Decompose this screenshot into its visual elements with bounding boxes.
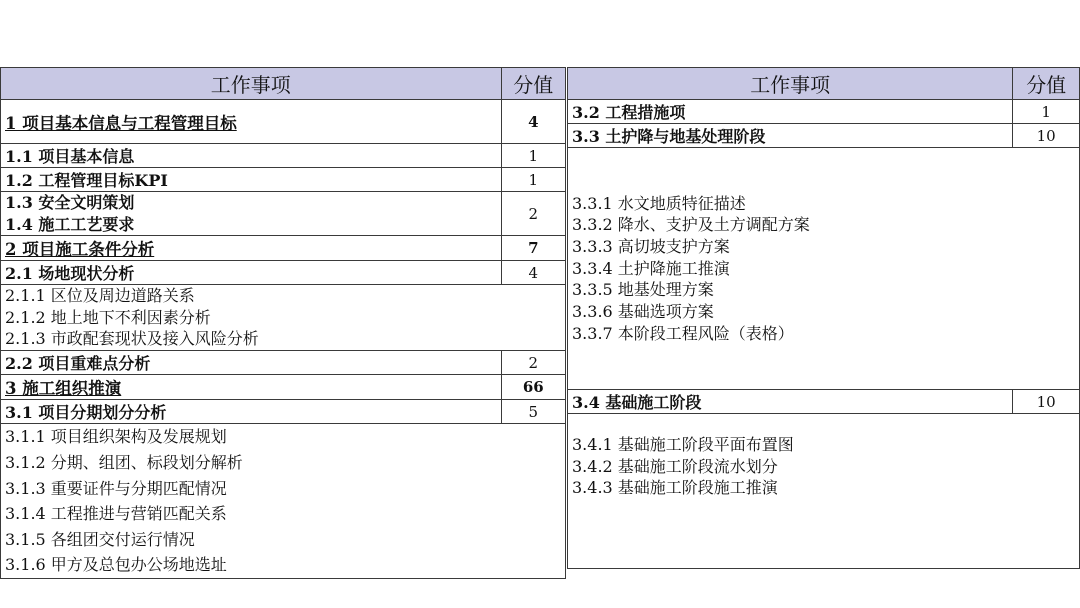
table-row	[1, 351, 566, 375]
table-header-row	[568, 68, 1080, 100]
section-1-1-score: 1	[501, 144, 565, 168]
table-row	[1, 168, 566, 192]
left-score-table	[0, 67, 566, 579]
table-row	[1, 236, 566, 261]
list-item: 3.1.5 各组团交付运行情况	[5, 529, 195, 549]
list-item: 3.4.1 基础施工阶段平面布置图	[572, 435, 794, 454]
right-score-table	[567, 67, 1080, 569]
section-3-3-items	[568, 148, 1080, 390]
table-row	[1, 261, 566, 285]
section-3-3-label: 3.3 土护降与地基处理阶段	[568, 124, 1013, 148]
list-item: 3.3.7 本阶段工程风险（表格）	[572, 323, 794, 343]
section-1-2-score: 1	[501, 168, 565, 192]
section-2-1-items	[1, 285, 566, 351]
table-row	[568, 414, 1080, 569]
section-2-score: 7	[501, 236, 565, 261]
section-3-3-score: 10	[1013, 124, 1080, 148]
table-row	[568, 148, 1080, 390]
section-2-2-label: 2.2 项目重难点分析	[1, 351, 502, 375]
list-item: 3.3.6 基础选项方案	[572, 302, 714, 322]
table-row	[568, 124, 1080, 148]
section-3-1-items	[1, 424, 566, 579]
table-header-row	[1, 68, 566, 100]
section-1-3-4-cell	[1, 192, 502, 236]
section-1-score: 4	[501, 100, 565, 144]
header-item: 工作事项	[568, 68, 1013, 100]
section-1-label: 1 项目基本信息与工程管理目标	[1, 100, 502, 144]
section-3-1-label: 3.1 项目分期划分分析	[1, 400, 502, 424]
list-item: 2.1.1 区位及周边道路关系	[5, 286, 195, 305]
table-row	[1, 144, 566, 168]
section-2-1-label: 2.1 场地现状分析	[1, 261, 502, 285]
header-score: 分值	[1013, 68, 1080, 100]
table-row	[1, 100, 566, 144]
list-item: 3.1.1 项目组织架构及发展规划	[5, 427, 227, 447]
section-2-2-score: 2	[501, 351, 565, 375]
table-row	[1, 375, 566, 400]
list-item: 3.3.2 降水、支护及土方调配方案	[572, 215, 810, 235]
list-item: 3.4.3 基础施工阶段施工推演	[572, 478, 778, 498]
header-item: 工作事项	[1, 68, 502, 100]
section-3-2-score: 1	[1013, 100, 1080, 124]
section-3-4-score: 10	[1013, 390, 1080, 414]
list-item: 3.3.1 水文地质特征描述	[572, 193, 746, 213]
list-item: 3.1.6 甲方及总包办公场地选址	[5, 555, 227, 575]
list-item: 3.3.5 地基处理方案	[572, 280, 714, 300]
list-item: 3.1.2 分期、组团、标段划分解析	[5, 452, 243, 472]
section-2-label: 2 项目施工条件分析	[1, 236, 502, 261]
list-item: 3.4.2 基础施工阶段流水划分	[572, 456, 778, 476]
section-3-4-items	[568, 414, 1080, 569]
table-row	[568, 100, 1080, 124]
section-1-3-score: 2	[501, 192, 565, 236]
list-item: 3.3.4 土护降施工推演	[572, 258, 730, 278]
list-item: 3.1.3 重要证件与分期匹配情况	[5, 478, 227, 498]
section-1-3-label: 1.3 安全文明策划	[5, 193, 135, 212]
table-row	[1, 192, 566, 236]
list-item: 2.1.2 地上地下不利因素分析	[5, 307, 211, 327]
section-3-2-label: 3.2 工程措施项	[568, 100, 1013, 124]
table-row	[568, 390, 1080, 414]
header-score: 分值	[501, 68, 565, 100]
list-item: 3.3.3 高切坡支护方案	[572, 236, 730, 256]
section-3-4-label: 3.4 基础施工阶段	[568, 390, 1013, 414]
section-3-1-score: 5	[501, 400, 565, 424]
section-1-1-label: 1.1 项目基本信息	[1, 144, 502, 168]
section-2-1-score: 4	[501, 261, 565, 285]
list-item: 3.1.4 工程推进与营销匹配关系	[5, 504, 227, 524]
section-1-4-label: 1.4 施工工艺要求	[5, 214, 135, 234]
section-1-2-label: 1.2 工程管理目标KPI	[1, 168, 502, 192]
section-3-label: 3 施工组织推演	[1, 375, 502, 400]
table-row	[1, 424, 566, 579]
section-3-score: 66	[501, 375, 565, 400]
list-item: 2.1.3 市政配套现状及接入风险分析	[5, 329, 259, 349]
table-row	[1, 400, 566, 424]
table-row	[1, 285, 566, 351]
